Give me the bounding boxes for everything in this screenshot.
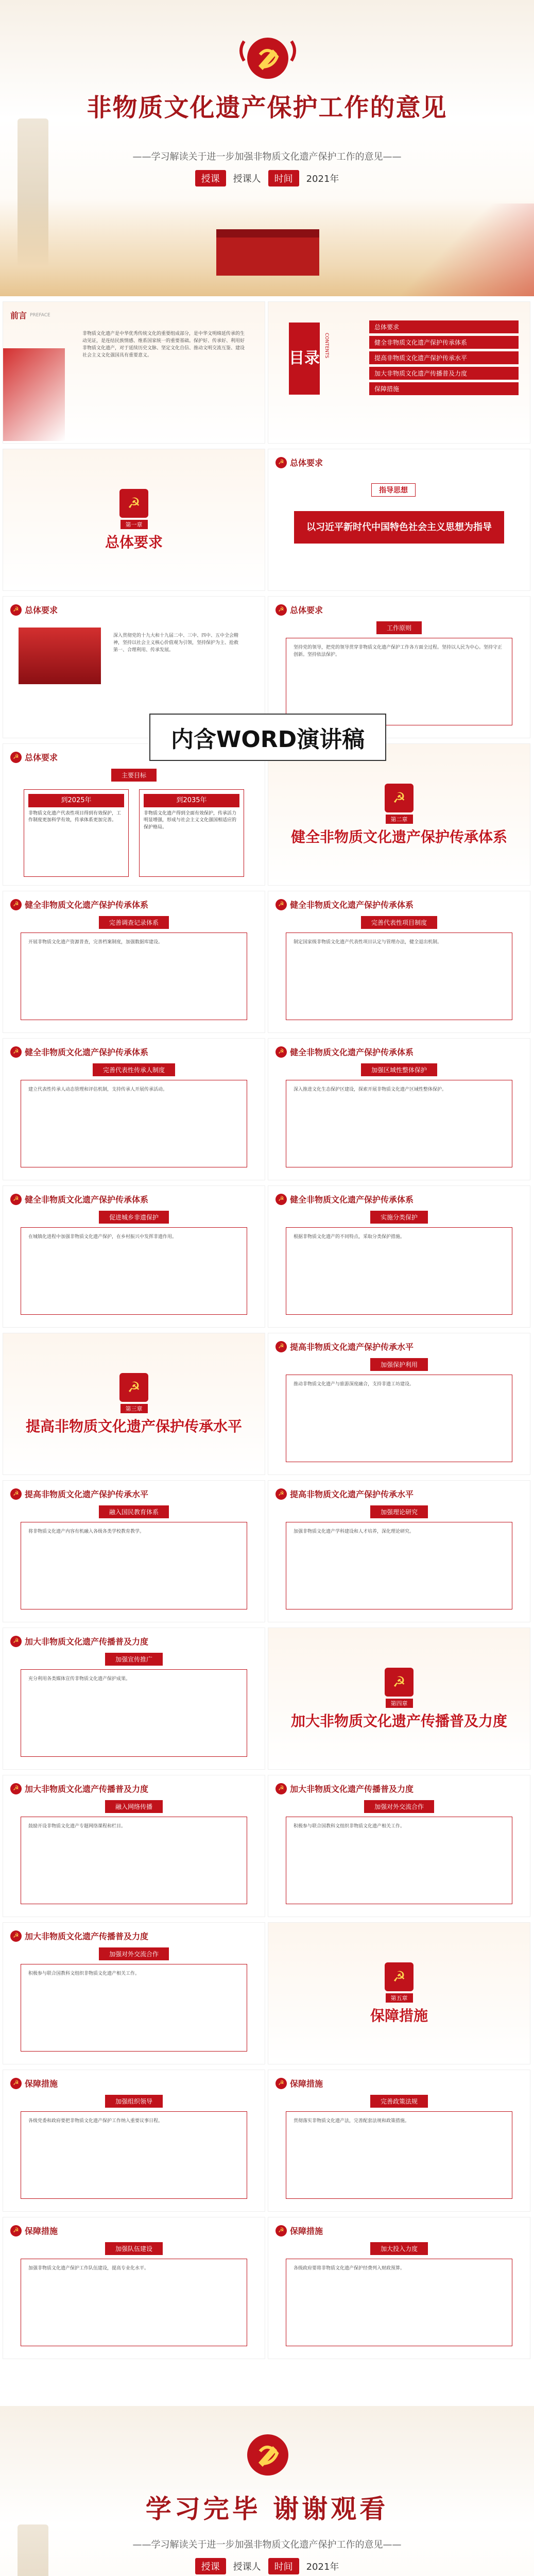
guide-text: 以习近平新时代中国特色社会主义思想为指导 bbox=[294, 511, 504, 544]
slide-content: ☭ 健全非物质文化遗产保护传承体系 促进城乡非遗保护 在城镇化进程中加强非物质文化遗产保护，在乡村振兴中发挥非遗作用。 bbox=[3, 1185, 265, 1328]
slide-heading: ☭ 总体要求 bbox=[275, 604, 323, 616]
slide-content: ☭ 加大非物质文化遗产传播普及力度 融入网络传播 鼓励开设非物质文化遗产专题网络课程和栏目。 bbox=[3, 1775, 265, 1917]
time-value: 2021年 bbox=[306, 174, 339, 184]
presenter-tag: 授课 bbox=[195, 2558, 226, 2574]
time-tag: 时间 bbox=[268, 170, 299, 187]
requirements-text: 深入贯彻党的十九大和十九届二中、三中、四中、五中全会精神，坚持以社会主义核心价值观为引领，坚持保护为主、抢救第一、合理利用、传承发展。 bbox=[113, 633, 239, 653]
section-title: 总体要求 bbox=[105, 533, 163, 551]
closing-slide bbox=[0, 2406, 534, 2576]
guide-label: 指导思想 bbox=[371, 483, 416, 497]
cover-title: 非物质文化遗产保护工作的意见 bbox=[87, 93, 447, 122]
slide-content: ☭ 提高非物质文化遗产保护传承水平 融入国民教育体系 将非物质文化遗产内容有机融入各级各类学校教育教学。 bbox=[3, 1480, 265, 1622]
slide-preface bbox=[3, 301, 265, 444]
preface-text: 非物质文化遗产是中华优秀传统文化的重要组成部分，是中华文明绵延传承的生动见证，是连结民族情感、维系国家统一的重要基础。保护好、传承好、利用好非物质文化遗产，对于延续历史文脉、坚定文化自信、推动文明交流互鉴、建设社会主义文化强国具有重要意义。 bbox=[82, 331, 245, 358]
principle-text: 坚持党的领导，把党的领导贯穿非物质文化遗产保护工作各方面全过程。坚持以人民为中心。坚持守正创新。坚持依法保护。 bbox=[286, 638, 512, 725]
toc-item: 总体要求 bbox=[369, 320, 519, 333]
red-flag-decoration bbox=[400, 204, 534, 296]
emblem-icon: ☭ bbox=[385, 1962, 414, 1991]
closing-subtitle: ——学习解读关于进一步加强非物质文化遗产保护工作的意见—— bbox=[132, 2539, 402, 2550]
toc-list bbox=[369, 320, 519, 398]
preface-heading: 前言 PREFACE bbox=[10, 311, 50, 320]
toc-item: 健全非物质文化遗产保护传承体系 bbox=[369, 336, 519, 349]
section-title: 保障措施 bbox=[370, 2007, 428, 2024]
toc-item: 提高非物质文化遗产保护传承水平 bbox=[369, 351, 519, 364]
cover-meta bbox=[0, 170, 534, 187]
slide-content: ☭ 保障措施 加大投入力度 各级政府要将非物质文化遗产保护经费列入财政预算。 bbox=[268, 2217, 530, 2359]
slide-section-2 bbox=[268, 743, 530, 886]
slide-content: ☭ 加大非物质文化遗产传播普及力度 加强对外交流合作 积极参与联合国教科文组织非物质文化遗产相关工作。 bbox=[268, 1775, 530, 1917]
cover-subtitle: ——学习解读关于进一步加强非物质文化遗产保护工作的意见—— bbox=[132, 151, 402, 162]
flag-image bbox=[3, 348, 65, 441]
party-emblem-icon bbox=[237, 2427, 299, 2483]
cover-slide bbox=[0, 0, 534, 296]
time-tag: 时间 bbox=[268, 2558, 299, 2574]
slide-content: ☭ 提高非物质文化遗产保护传承水平 加强保护利用 推动非物质文化遗产与旅游深度融合，支持非遗工坊建设。 bbox=[268, 1333, 530, 1475]
hall-photo bbox=[19, 628, 101, 684]
toc-item: 保障措施 bbox=[369, 382, 519, 395]
slide-content: ☭ 健全非物质文化遗产保护传承体系 实施分类保护 根据非物质文化遗产的不同特点，采取分类保护措施。 bbox=[268, 1185, 530, 1328]
slide-goals bbox=[3, 743, 265, 886]
emblem-icon: ☭ bbox=[119, 489, 148, 518]
tiananmen-gate-illustration bbox=[216, 229, 319, 276]
emblem-icon: ☭ bbox=[385, 784, 414, 812]
goal-label: 主要目标 bbox=[111, 769, 157, 782]
slide-content: ☭ 健全非物质文化遗产保护传承体系 完善代表性传承人制度 建立代表性传承人动态管理和评估机制，支持传承人开展传承活动。 bbox=[3, 1038, 265, 1180]
presenter-name: 授课人 bbox=[233, 174, 261, 184]
goal-cards bbox=[24, 789, 244, 877]
section-part: 第五章 bbox=[386, 1993, 413, 2003]
section-part: 第二章 bbox=[386, 815, 413, 824]
slide-guiding-thought bbox=[268, 449, 530, 591]
closing-title: 学习完毕 谢谢观看 bbox=[145, 2494, 389, 2524]
principle-label: 工作原则 bbox=[376, 621, 422, 634]
slide-content: ☭ 保障措施 加强队伍建设 加强非物质文化遗产保护工作队伍建设，提高专业化水平。 bbox=[3, 2217, 265, 2359]
slide-content: ☭ 健全非物质文化遗产保护传承体系 完善代表性项目制度 制定国家级非物质文化遗产代表性项目认定与管理办法，健全退出机制。 bbox=[268, 891, 530, 1033]
slide-content: ☭ 健全非物质文化遗产保护传承体系 加强区域性整体保护 深入推进文化生态保护区建设，探索开展非物质文化遗产区域性整体保护。 bbox=[268, 1038, 530, 1180]
slide-content: ☭ 加大非物质文化遗产传播普及力度 加强宣传推广 充分利用各类媒体宣传非物质文化遗产保护成果。 bbox=[3, 1628, 265, 1770]
slide-toc bbox=[268, 301, 530, 444]
slide-heading: ☭ 总体要求 bbox=[10, 604, 58, 616]
slide-section-4 bbox=[268, 1628, 530, 1770]
slide-content: ☭ 保障措施 完善政策法规 贯彻落实非物质文化遗产法，完善配套法规和政策措施。 bbox=[268, 2070, 530, 2212]
slide-content: ☭ 健全非物质文化遗产保护传承体系 完善调查记录体系 开展非物质文化遗产资源普查，完善档案制度，加强数据库建设。 bbox=[3, 891, 265, 1033]
toc-label: 目录 bbox=[289, 323, 320, 395]
toc-en: CONTENTS bbox=[324, 333, 329, 359]
presenter-name: 授课人 bbox=[233, 2562, 261, 2572]
goal-card-2025: 到2025年 非物质文化遗产代表性项目得到有效保护，工作制度更加科学有效，传承体系更加完善。 bbox=[24, 789, 129, 877]
presenter-tag: 授课 bbox=[195, 170, 226, 187]
section-title: 健全非物质文化遗产保护传承体系 bbox=[290, 828, 507, 845]
slide-section-3 bbox=[3, 1333, 265, 1475]
slide-section-5 bbox=[268, 1922, 530, 2064]
section-part: 第三章 bbox=[120, 1404, 148, 1413]
closing-meta bbox=[0, 2558, 534, 2574]
emblem-icon: ☭ bbox=[119, 1373, 148, 1402]
section-part: 第一章 bbox=[120, 520, 148, 529]
slide-heading: ☭ 总体要求 bbox=[10, 751, 58, 763]
party-emblem-icon bbox=[237, 30, 299, 87]
slide-content: ☭ 保障措施 加强组织领导 各级党委和政府要把非物质文化遗产保护工作纳入重要议事日程。 bbox=[3, 2070, 265, 2212]
slide-content: ☭ 提高非物质文化遗产保护传承水平 加强理论研究 加强非物质文化遗产学科建设和人才培养，深化理论研究。 bbox=[268, 1480, 530, 1622]
time-value: 2021年 bbox=[306, 2562, 339, 2572]
slide-content: ☭ 加大非物质文化遗产传播普及力度 加强对外交流合作 积极参与联合国教科文组织非物质文化遗产相关工作。 bbox=[3, 1922, 265, 2064]
section-title: 提高非物质文化遗产保护传承水平 bbox=[25, 1417, 242, 1435]
word-script-label: 内含WORD演讲稿 bbox=[149, 714, 386, 761]
emblem-icon: ☭ bbox=[385, 1668, 414, 1697]
goal-card-2035: 到2035年 非物质文化遗产得到全面有效保护，传承活力明显增强，形成与社会主义文化强国相适应的保护格局。 bbox=[139, 789, 244, 877]
slide-heading: ☭ 总体要求 bbox=[275, 456, 323, 468]
toc-item: 加大非物质文化遗产传播普及力度 bbox=[369, 367, 519, 380]
section-part: 第四章 bbox=[386, 1699, 413, 1708]
section-title: 加大非物质文化遗产传播普及力度 bbox=[290, 1712, 507, 1730]
slide-section-1 bbox=[3, 449, 265, 591]
